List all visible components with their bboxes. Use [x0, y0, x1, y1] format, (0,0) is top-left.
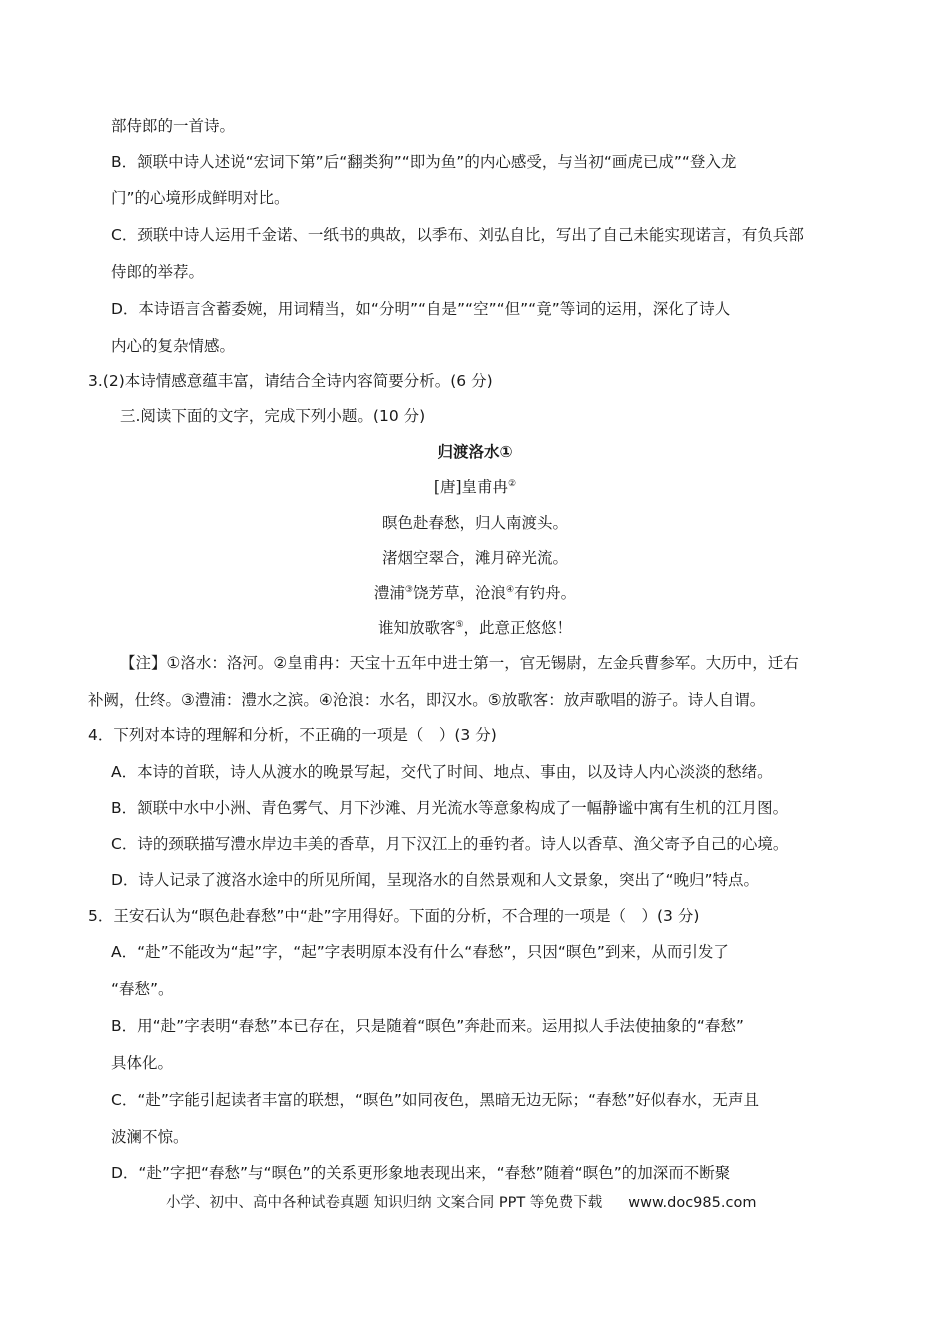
q3-option-b-line1: B．颔联中诗人述说“宏词下第”后“翻类狗”“即为鱼”的内心感受，与当初“画虎已成”“登入龙 — [111, 153, 737, 171]
footer-url[interactable]: www.doc985.com — [628, 1195, 757, 1211]
q5-option-b-line2: 具体化。 — [111, 1054, 174, 1072]
section-3-heading: 三.阅读下面的文字，完成下列小题。(10 分) — [120, 407, 426, 425]
poem-line-2: 渚烟空翠合，滩月碎光流。 — [381, 549, 568, 567]
q4-option-a: A．本诗的首联，诗人从渡水的晚景写起，交代了时间、地点、事由，以及诗人内心淡淡的愁绪。 — [111, 763, 773, 781]
q3-option-d-line1: D．本诗语言含蓄委婉，用词精当，如“分明”“自是”“空”“但”“竟”等词的运用，深化了诗人 — [111, 300, 731, 318]
q4-option-b: B．颔联中水中小洲、青色雾气、月下沙滩、月光流水等意象构成了一幅静谧中寓有生机的江月图。 — [111, 799, 789, 817]
q3-option-d-line2: 内心的复杂情感。 — [111, 337, 236, 355]
q5-option-a-line1: A．“赴”不能改为“起”字，“起”字表明原本没有什么“春愁”，只因“暝色”到来，从而引发了 — [111, 943, 729, 961]
question-5-stem: 5．王安石认为“暝色赴春愁”中“赴”字用得好。下面的分析，不合理的一项是（ ）(3 分) — [88, 907, 700, 925]
question-4-stem: 4．下列对本诗的理解和分析，不正确的一项是（ ）(3 分) — [88, 726, 497, 744]
poem-line-3: 澧浦③饶芳草，沧浪④有钓舟。 — [373, 584, 577, 602]
q3-option-c-line2: 侍郎的举荐。 — [111, 263, 205, 281]
page-footer — [166, 1192, 756, 1214]
q3-option-c-line1: C．颈联中诗人运用千金诺、一纸书的典故，以季布、刘弘自比，写出了自己未能实现诺言，有负兵部 — [111, 226, 804, 244]
footer-text: 小学、初中、高中各种试卷真题 知识归纳 文案合同 PPT 等免费下载 — [166, 1195, 603, 1211]
q4-option-c: C．诗的颈联描写澧水岸边丰美的香草，月下汉江上的垂钓者。诗人以香草、渔父寄予自己的心境。 — [111, 835, 789, 853]
q5-option-d-line1: D．“赴”字把“春愁”与“暝色”的关系更形象地表现出来，“春愁”随着“暝色”的加深而不断聚 — [111, 1164, 731, 1182]
q3-option-b-line2: 门”的心境形成鲜明对比。 — [111, 189, 290, 207]
poem-line-4: 谁知放歌客⑤，此意正悠悠！ — [377, 619, 573, 637]
q5-option-b-line1: B．用“赴”字表明“春愁”本已存在，只是随着“暝色”奔赴而来。运用拟人手法使抽象的“春愁” — [111, 1017, 744, 1035]
q5-option-a-line2: “春愁”。 — [111, 980, 174, 998]
note-line-1: 【注】①洛水：洛河。②皇甫冉：天宝十五年中进士第一，官无锡尉，左金兵曹参军。大历中，迁右 — [120, 654, 799, 672]
q5-option-c-line1: C．“赴”字能引起读者丰富的联想，“暝色”如同夜色，黑暗无边无际；“春愁”好似春水，无声且 — [111, 1091, 760, 1109]
question-3-2: 3.(2)本诗情感意蕴丰富，请结合全诗内容简要分析。(6 分) — [88, 372, 493, 390]
note-line-2: 补阙，仕终。③澧浦：澧水之滨。④沧浪：水名，即汉水。⑤放歌客：放声歌唱的游子。诗人自谓。 — [88, 691, 766, 709]
q4-option-d: D．诗人记录了渡洛水途中的所见所闻，呈现洛水的自然景观和人文景象，突出了“晚归”特点。 — [111, 871, 759, 889]
poem-line-1: 暝色赴春愁，归人南渡头。 — [381, 514, 568, 532]
q3-option-a-tail: 部侍郎的一首诗。 — [111, 117, 236, 135]
poem-title: 归渡洛水① — [437, 443, 513, 461]
poem-author: [唐]皇甫冉② — [433, 478, 517, 496]
q5-option-c-line2: 波澜不惊。 — [111, 1128, 189, 1146]
